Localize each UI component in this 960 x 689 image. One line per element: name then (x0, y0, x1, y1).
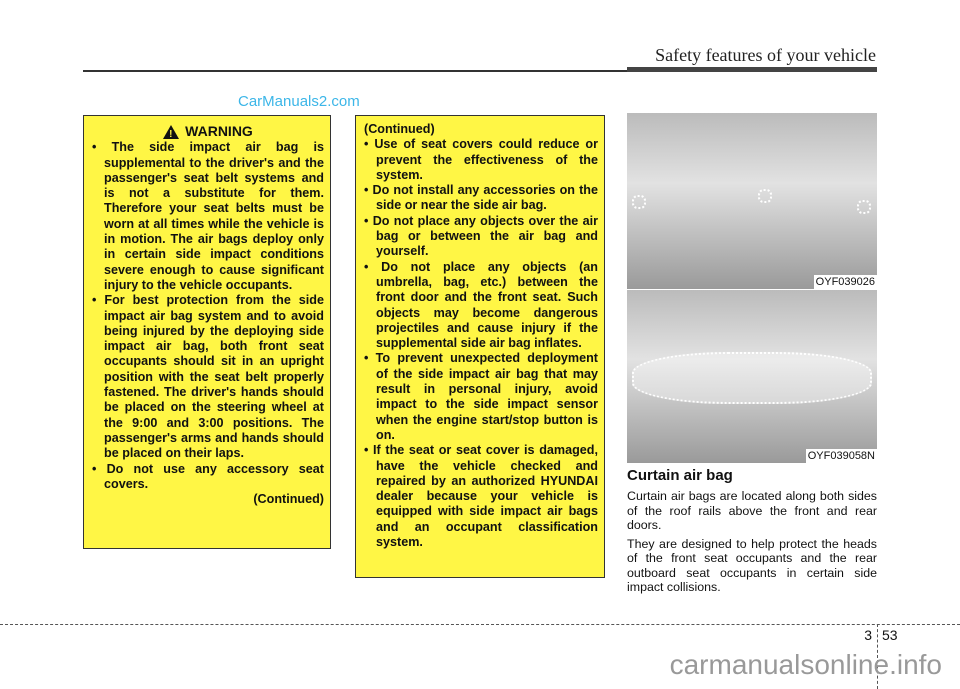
page-number: 53 (882, 627, 898, 643)
section-heading: Curtain air bag (627, 467, 733, 484)
airbag-marker (758, 189, 772, 203)
warning-continued-box (355, 115, 605, 578)
header-rule (83, 70, 628, 72)
warning-item: • For best protection from the side impact air bag system and to avoid being injured by the deploying side impact air bag, both front seat occupants should sit in an upright position with the seat belt properly fastened. The driver's hands should be placed on the steering wheel at the 9:00 and 3:00 positions. The passenger's arms and hands should be placed on their laps. (92, 293, 324, 461)
paragraph: Curtain air bags are located along both sides of the roof rails above the front and rear doors. (627, 489, 877, 532)
deployed-airbag (632, 352, 872, 404)
header-bar (627, 67, 877, 72)
section-header-title: Safety features of your vehicle (655, 45, 876, 65)
image-code: OYF039058N (807, 450, 875, 462)
continued-label: (Continued) (253, 492, 324, 507)
warning-item: • Use of seat covers could reduce or prevent the effectiveness of the system. (364, 137, 598, 183)
paragraph: They are designed to help protect the heads of the front seat occupants and the rear outboard seat occupants in certain side impact collisions. (627, 536, 877, 594)
warning-triangle-icon (163, 125, 179, 139)
airbag-marker (632, 195, 646, 209)
section-body (627, 489, 877, 599)
warning-title: WARNING (185, 123, 253, 139)
watermark-link[interactable]: CarManuals2.com (238, 93, 360, 110)
warning-item: • To prevent unexpected deployment of the side impact air bag that may result in personal injury, avoid impact to the side impact sensor when the engine start/stop button is on. (364, 351, 598, 443)
warning-item: • If the seat or seat cover is damaged, have the vehicle checked and repaired by an authorized HYUNDAI dealer because your vehicle is equipped with side impact air bags and an occupant classification system. (364, 443, 598, 550)
warning-box (83, 115, 331, 549)
illustration-curtain-airbag-location (627, 113, 877, 289)
continued-title: (Continued) (364, 122, 435, 136)
warning-item: • Do not install any accessories on the side or near the side air bag. (364, 183, 598, 214)
warning-item: • Do not place any objects (an umbrella, bag, etc.) between the front door and the front seat. Such objects may become dangerous projectiles and cause injury if the supplemental side air bag inflates. (364, 260, 598, 352)
watermark-footer: carmanualsonline.info (669, 649, 942, 680)
warning-item: • The side impact air bag is supplemental to the driver's and the passenger's seat belt systems and is not a substitute for them. Therefore your seat belts must be worn at all times while the vehicle is in motion. The air bags deploy only in certain side impact conditions severe enough to cause significant injury to the vehicle occupants. (92, 140, 324, 293)
chapter-number: 3 (864, 627, 872, 643)
warning-heading (92, 124, 324, 139)
warning-item: • Do not place any objects over the air bag or between the air bag and yourself. (364, 214, 598, 260)
warning-item: • Do not use any accessory seat covers. (92, 462, 324, 493)
image-code: OYF039026 (815, 276, 875, 288)
illustration-curtain-airbag-deployed (627, 290, 877, 463)
airbag-marker (857, 200, 871, 214)
footer-rule (0, 624, 960, 625)
